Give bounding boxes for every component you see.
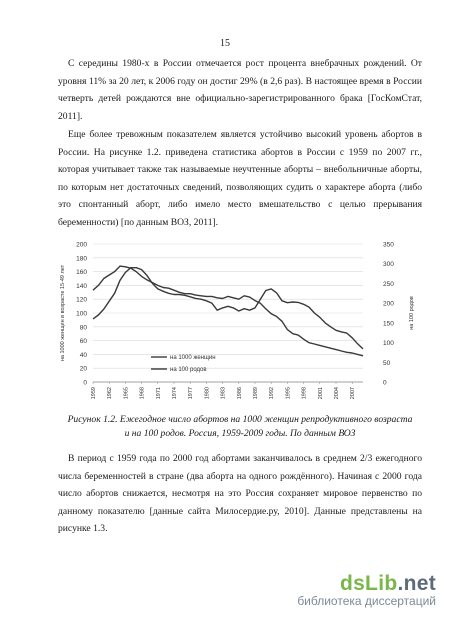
y-tick-label: 180	[76, 255, 87, 263]
x-tick-label: 1977	[188, 387, 195, 400]
x-tick-label: 1962	[107, 387, 114, 400]
watermark	[297, 572, 436, 608]
y2-axis-title: на 100 родов	[409, 296, 415, 330]
y-tick-label: 200	[76, 241, 87, 249]
x-tick-label: 2007	[350, 387, 357, 400]
x-tick-label: 1980	[204, 387, 211, 400]
chart-series	[93, 266, 363, 356]
x-tick-label: 1998	[301, 387, 308, 400]
x-tick-label: 1965	[123, 387, 130, 400]
x-tick-label: 1983	[220, 387, 227, 400]
y2-tick-label: 300	[383, 261, 394, 269]
x-tick-label: 1989	[253, 387, 259, 400]
page-number: 15	[220, 38, 230, 49]
paragraph-extramarital-births: С середины 1980-х в России отмечается рост процента внебрачных рождений. От уровня 11% за 20 лет, к 2006 году он достиг 29% (в 2,6 раз). В настоящее время в России четверть детей рождаются вне официально-зарегистрированного брака [ГосКомСтат, 2011].	[58, 58, 422, 122]
y-axis-title: на 1000 женщин в возрасте 15-49 лет	[60, 264, 66, 362]
x-tick-label: 2004	[334, 387, 340, 400]
paragraph-abortion-statistics: Еще более тревожным показателем является устойчиво высокий уровень абортов в России. На рисунке 1.2. приведена статистика абортов в России с 1959 по 2007 гг., которая учитывает также так называемые неучтенные аборты – внебольничные аборты, по которым нет достаточных сведений, позволяющих судить о характере аборта (либо это спонтанный аборт, либо имело место вмешательство с целью прерывания беременности) [по данным ВОЗ, 2011].	[58, 129, 422, 228]
y-tick-label: 120	[76, 296, 87, 304]
y2-tick-label: 350	[383, 241, 394, 249]
y-tick-label: 40	[79, 351, 87, 359]
y2-tick-label: 150	[383, 320, 394, 328]
watermark-logo-tld: .net	[397, 572, 436, 595]
y-tick-label: 0	[83, 379, 87, 387]
y2-tick-label: 200	[383, 300, 394, 308]
chart-legend	[151, 355, 216, 373]
x-tick-label: 1986	[236, 387, 243, 400]
watermark-logo	[297, 572, 436, 596]
legend-label: на 100 родов	[170, 367, 207, 374]
x-tick-label: 1974	[172, 387, 178, 400]
x-tick-label: 1992	[269, 387, 276, 400]
y-tick-label: 60	[79, 338, 87, 346]
y2-tick-label: 0	[383, 379, 387, 387]
y2-tick-label: 250	[383, 280, 394, 288]
paragraph-abortion-trend: В период с 1959 года по 2000 год абортами заканчивалось в среднем 2/3 ежегодного числа беременностей в стране (два аборта на одного рождённого). Начиная с 2000 года число абортов снижается, несмотря на это Россия сохраняет мировое первенство по данному показателю [данные сайта Милосердие.ру, 2010]. Данные представлены на рисунке 1.3.	[58, 453, 422, 534]
chart-axes	[60, 242, 415, 400]
y2-tick-label: 50	[383, 359, 391, 367]
x-tick-label: 1971	[155, 387, 162, 400]
watermark-subtitle: библиотека диссертаций	[297, 594, 436, 608]
watermark-logo-main: dsLib	[339, 572, 398, 595]
y-tick-label: 140	[76, 282, 87, 290]
x-tick-label: 1995	[285, 387, 292, 400]
y-tick-label: 80	[79, 324, 87, 332]
abortion-chart	[55, 236, 425, 411]
series-line-2	[93, 268, 363, 349]
y-tick-label: 20	[79, 365, 87, 373]
series-line-1	[93, 266, 363, 356]
x-tick-label: 2001	[317, 387, 324, 400]
figure-caption: Рисунок 1.2. Ежегодное число абортов на 1000 женщин репродуктивного возраста и на 100 родов. Россия, 1959-2009 годы. По данным ВОЗ	[67, 414, 413, 439]
legend-label: на 1000 женщин	[170, 355, 216, 362]
y-tick-label: 160	[76, 269, 87, 277]
y-tick-label: 100	[76, 310, 87, 318]
x-tick-label: 1959	[91, 387, 97, 400]
y2-tick-label: 100	[383, 340, 394, 348]
x-tick-label: 1968	[139, 387, 146, 400]
